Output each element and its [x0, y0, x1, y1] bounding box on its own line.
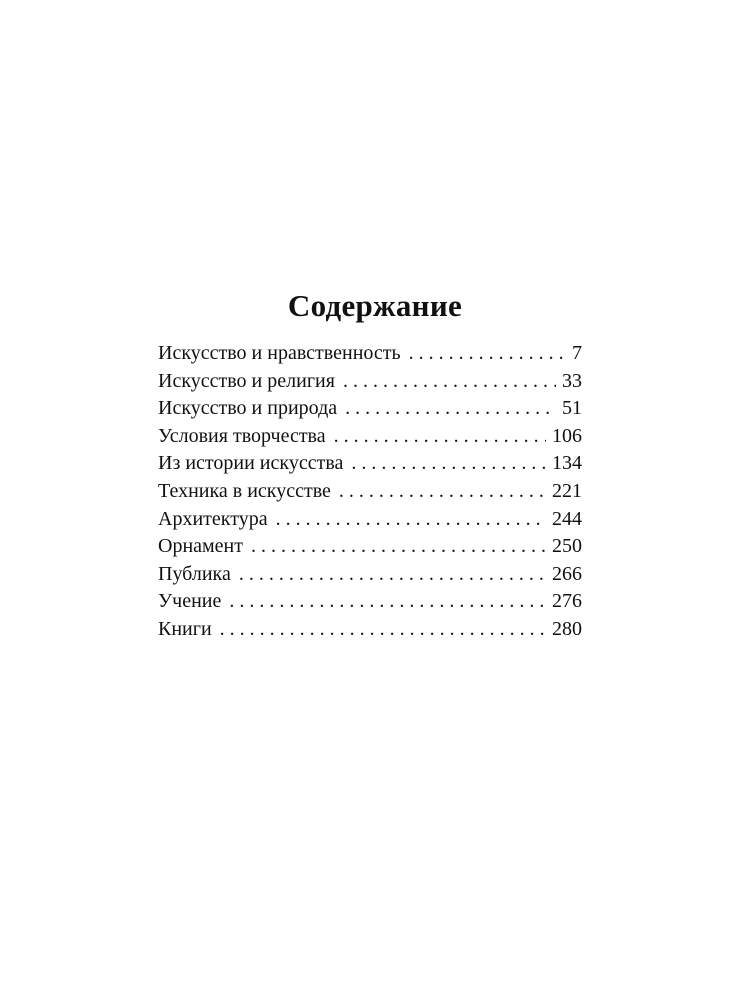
- toc-entry: [158, 340, 582, 368]
- toc-dot-leader: [251, 533, 546, 561]
- toc-entry-title: Архитектура: [158, 507, 268, 530]
- toc-dot-leader: [239, 561, 546, 589]
- toc-entry: [158, 588, 582, 616]
- toc-page-number: 7: [572, 342, 582, 364]
- toc-dot-leader: [220, 616, 546, 644]
- toc-dot-leader: [351, 450, 546, 478]
- toc-entry-title: Искусство и нравственность: [158, 342, 401, 364]
- toc-page-number: 221: [552, 479, 582, 502]
- toc-entry: [158, 368, 582, 396]
- toc-page-number: 266: [552, 562, 582, 585]
- toc-dot-leader: [334, 423, 546, 451]
- toc-entry-title: Учение: [158, 590, 222, 613]
- toc-entry: [158, 478, 582, 506]
- toc-dot-leader: [339, 478, 546, 506]
- toc-page-number: 134: [552, 452, 582, 475]
- toc-entry: [158, 450, 582, 478]
- toc-entry: [158, 423, 582, 451]
- toc-page-number: 276: [552, 590, 582, 613]
- toc-entry-title: Публика: [158, 562, 231, 585]
- toc-page-number: 250: [552, 535, 582, 558]
- table-of-contents: [158, 340, 582, 644]
- toc-page-number: 33: [562, 369, 582, 392]
- toc-entry-title: Искусство и религия: [158, 369, 335, 392]
- toc-entry: [158, 616, 582, 644]
- toc-entry-title: Из истории искусства: [158, 452, 344, 475]
- toc-page-number: 280: [552, 617, 582, 640]
- toc-dot-leader: [343, 368, 556, 396]
- toc-entry: [158, 395, 582, 423]
- toc-entry-title: Условия творчества: [158, 424, 326, 447]
- toc-entry: [158, 506, 582, 534]
- toc-dot-leader: [229, 588, 546, 616]
- toc-dot-leader: [409, 340, 564, 368]
- toc-entry-title: Орнамент: [158, 535, 243, 558]
- toc-dot-leader: [345, 395, 556, 423]
- toc-page-number: 106: [552, 424, 582, 447]
- toc-entry-title: Техника в искусстве: [158, 479, 331, 502]
- toc-entry: [158, 533, 582, 561]
- toc-entry: [158, 561, 582, 589]
- page-title: Содержание: [287, 288, 463, 323]
- toc-page-number: 51: [562, 397, 582, 420]
- toc-entry-title: Искусство и природа: [158, 397, 338, 420]
- toc-entry-title: Книги: [158, 617, 212, 640]
- toc-dot-leader: [276, 506, 546, 534]
- toc-page-number: 244: [552, 507, 582, 530]
